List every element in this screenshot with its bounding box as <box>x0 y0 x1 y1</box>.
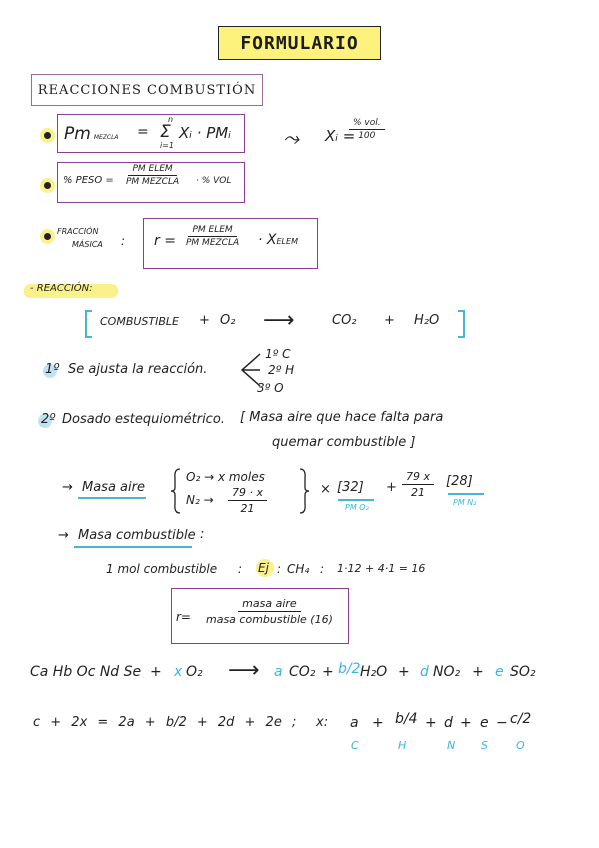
step1-number: 1º <box>45 362 60 377</box>
reaction-plus: + <box>199 313 210 328</box>
formula2-fraction <box>122 164 183 187</box>
step1-o: 3º O <box>257 381 284 395</box>
big-no2: NO₂ <box>433 664 461 680</box>
squiggle-arrow: ⤳ <box>283 126 299 150</box>
fraccion-label-bottom: MÁSICA <box>72 240 103 249</box>
sigma-bottom: i=1 <box>160 141 175 150</box>
big-o2: O₂ <box>186 664 203 680</box>
ch4-calc: 1·12 + 4·1 = 16 <box>337 562 426 575</box>
xi-den: 100 <box>358 131 376 141</box>
big-x: x <box>174 664 183 680</box>
sigma-top: n <box>168 115 174 124</box>
big-h2o: H₂O <box>360 664 388 680</box>
step2-number: 2º <box>41 412 56 427</box>
mol-colon: : <box>238 562 243 576</box>
masa-aire-arrow: → <box>62 480 73 495</box>
balance-c2: c/2 <box>510 711 532 727</box>
formula3-num: PM ELEM <box>188 225 236 237</box>
masa-aire-row2-frac <box>228 486 267 515</box>
xi-lhs: Xᵢ = <box>325 127 356 145</box>
reaction-label: - REACCIÓN: <box>30 283 93 294</box>
formula3-lhs: r = <box>154 233 176 249</box>
balance-d: d <box>444 715 453 731</box>
sigma-symbol: Σ <box>160 122 171 142</box>
balance-x-label: x: <box>316 715 329 730</box>
r-box-num: masa aire <box>238 597 301 612</box>
big-plus3: + <box>398 664 410 680</box>
masa-aire-32: [32] <box>337 480 364 495</box>
big-co2: CO₂ <box>289 664 316 680</box>
mol-text: 1 mol combustible <box>106 562 218 576</box>
formula1-term: Xᵢ · PMᵢ <box>179 124 231 142</box>
balance-plus2: + <box>425 715 437 731</box>
masa-aire-brace-right <box>298 468 310 514</box>
big-d: d <box>420 664 429 680</box>
masa-aire-frac-den: 21 <box>411 486 425 499</box>
page-title: FORMULARIO <box>218 26 381 60</box>
masa-comb-colon: : <box>200 527 205 542</box>
reaction-fuel: COMBUSTIBLE <box>100 315 179 328</box>
masa-aire-row1: O₂ → x moles <box>186 470 265 484</box>
balance-lhs: c + 2x = 2a + b/2 + 2d + 2e ; <box>33 715 297 730</box>
big-plus2: + <box>322 664 334 680</box>
step2-text: Dosado estequiométrico. <box>62 412 225 427</box>
formula1-lhs: Pm mezcla <box>64 124 119 144</box>
bullet-dot <box>44 233 51 240</box>
step2-note-line2: quemar combustible ] <box>272 435 416 450</box>
pm-n2-underline <box>448 493 484 495</box>
masa-comb-underline <box>74 546 192 548</box>
reaction-co2: CO₂ <box>332 313 357 328</box>
masa-aire-frac <box>402 470 434 499</box>
balance-label-c: C <box>351 739 359 752</box>
formula2-num: PM ELEM <box>128 164 176 176</box>
big-b2: b/2 <box>338 661 361 677</box>
reaction-arrow: ⟶ <box>263 308 295 333</box>
reaction-bracket-left <box>84 310 94 338</box>
step2-note-line1: [ Masa aire que hace falta para <box>240 410 444 425</box>
big-plus: + <box>150 664 162 680</box>
masa-aire-28: [28] <box>446 474 473 489</box>
formula2-tail: · % VOL <box>196 176 232 186</box>
fraccion-label-top: FRACCIÓN <box>57 227 99 236</box>
r-box-den: masa combustible (16) <box>206 613 333 626</box>
formula2-den: PM MEZCLA <box>126 177 180 187</box>
big-fuel: Ca Hb Oc Nd Se <box>30 664 142 680</box>
step1-h: 2º H <box>268 363 295 377</box>
masa-aire-times: × <box>320 482 331 497</box>
formula3-fraction <box>182 225 243 248</box>
big-a: a <box>274 664 283 680</box>
balance-minus: − <box>496 715 508 731</box>
formula3-den: PM MEZCLA <box>186 238 240 248</box>
reaction-o2: O₂ <box>220 313 236 328</box>
masa-aire-frac-num: 79 x <box>402 470 434 485</box>
balance-a: a <box>350 715 359 731</box>
masa-aire-row2-num: 79 · x <box>228 486 267 501</box>
ej-colon: : <box>277 562 282 576</box>
masa-aire-plus: + <box>386 480 397 495</box>
bullet-dot <box>44 132 51 139</box>
balance-label-o: O <box>516 739 525 752</box>
formula1-eq: = <box>137 124 149 140</box>
step1-text: Se ajusta la reacción. <box>68 362 208 377</box>
xi-num: % vol. <box>349 118 385 130</box>
ch4-label: CH₄ <box>287 562 310 576</box>
reaction-plus: + <box>384 313 395 328</box>
balance-label-s: S <box>481 739 488 752</box>
reaction-h2o: H₂O <box>414 313 440 328</box>
r-box-fraction <box>202 597 337 626</box>
r-box-lhs: r= <box>176 610 191 624</box>
balance-label-n: N <box>447 739 456 752</box>
masa-comb-arrow: → <box>58 528 69 543</box>
pm-n2-label: PM N₂ <box>453 498 477 507</box>
big-plus4: + <box>472 664 484 680</box>
big-e: e <box>495 664 504 680</box>
masa-aire-label: Masa aire <box>82 480 145 495</box>
formula2-lhs: % PESO = <box>63 175 114 186</box>
balance-e: e <box>480 715 489 731</box>
big-so2: SO₂ <box>510 664 536 680</box>
balance-plus1: + <box>372 715 384 731</box>
masa-comb-label: Masa combustible <box>78 528 196 543</box>
pm-o2-label: PM O₂ <box>345 503 369 512</box>
ch4-colon: : <box>320 562 325 576</box>
masa-aire-underline <box>78 497 146 499</box>
balance-plus3: + <box>460 715 472 731</box>
section-header: REACCIONES COMBUSTIÓN <box>31 74 263 106</box>
formula3-tail: · XELEM <box>258 232 298 248</box>
ej-label: Ej <box>258 561 269 575</box>
balance-b4: b/4 <box>395 711 418 727</box>
step1-c: 1º C <box>265 347 291 361</box>
reaction-bracket-right <box>456 310 466 338</box>
fraccion-colon: : <box>121 234 126 248</box>
balance-label-h: H <box>398 739 407 752</box>
big-arrow: ⟶ <box>228 658 260 683</box>
pm-o2-underline <box>338 499 374 501</box>
masa-aire-row2-den: 21 <box>240 502 255 515</box>
xi-fraction <box>349 118 385 141</box>
masa-aire-brace-left <box>170 468 182 514</box>
bullet-dot <box>44 182 51 189</box>
masa-aire-row2-lhs: N₂ → <box>186 493 214 507</box>
